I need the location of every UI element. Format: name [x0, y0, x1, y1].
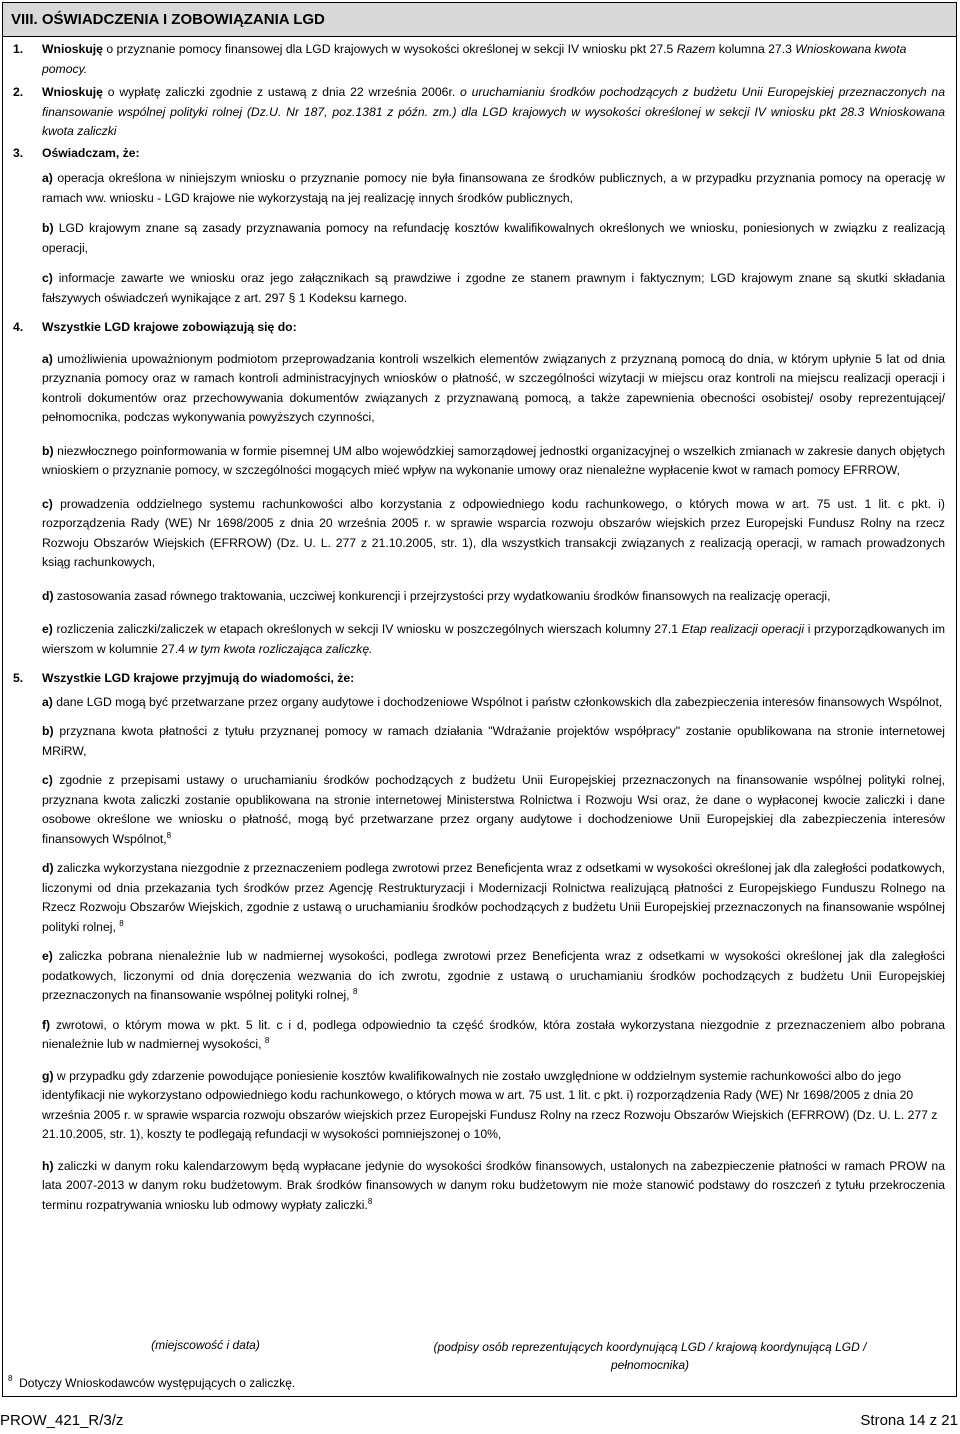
footnote [8, 1376, 295, 1390]
obligation-point-a: a) umożliwienia upoważnionym podmiotom przeprowadzania kontroli wszelkich elementów związanych z przyznaną pomocą do dnia, w którym upłynie 5 lat od dnia przyznania pomocy oraz w ramach kontroli administracyjnych wniosków o płatność, w szczególności wizytacji w miejscu oraz kontroli na miejscu realizacji operacji i kontroli dokumentów oraz przechowywania dokumentów związanych z przyznawaną pomocą, a także zapewnienia obecności osobistej/ osoby reprezentującej/ pełnomocnika, podczas wykonywania powyższych czynności, [42, 351, 945, 424]
section-header [3, 3, 956, 37]
footnote-number: 8 [8, 1374, 13, 1383]
obligation-point-e: e) rozliczenia zaliczki/zaliczek w etapach określonych w sekcji IV wniosku w poszczególnych wierszach kolumny 27.1 Etap realizacji operacji i przyporządkowanych im wierszom w kolumnie 27.4 w tym kwota rozliczająca zaliczkę. [42, 622, 945, 656]
footnote-ref: 8 [119, 918, 124, 928]
statement-point-c: c) informacje zawarte we wniosku oraz jego załącznikach są prawdziwe i zgodne ze stanem prawnym i faktycznym; LGD krajowym znane są skutki składania fałszywych oświadczeń wynikające z art. 297 § 1 Kodeksu karnego. [42, 271, 945, 305]
acknowledgement-point-d: d) zaliczka wykorzystana niezgodnie z przeznaczeniem podlega zwrotowi przez Beneficjenta wraz z odsetkami w wysokości określonej jak dla zaległości podatkowych, liczonymi od dnia przekazania tych środków przez Agencję Restrukturyzacji i Modernizacji Rolnictwa realizującą płatności z Europejskiego Funduszu Rolnego na Rzecz Rozwoju Obszarów Wiejskich, zgodnie z ustawą o uruchamianiu środków pochodzących z budżetu Unii Europejskiej przeznaczonych na finansowanie wspólnej polityki rolnej, $^8$ [42, 861, 945, 934]
statement-heading: Oświadczam, że: [42, 145, 140, 160]
statement-point-a: a) operacja określona w niniejszym wniosku o przyznanie pomocy nie była finansowana ze środków publicznych, a w przypadku przyznania pomocy na operację w ramach ww. wniosku - LGD krajowe nie wykorzystają na jej realizację innych środków publicznych, [42, 171, 945, 205]
item-number: 3. [13, 145, 24, 160]
statement-point-b: b) LGD krajowym znane są zasady przyznawania pomocy na refundację kosztów kwalifikowalnych określonych we wniosku, poniesionych w związku z realizacją operacji, [42, 221, 945, 255]
obligation-point-c: c) prowadzenia oddzielnego systemu rachunkowości albo korzystania z odpowiedniego kodu rachunkowego, o których mowa w art. 75 ust. 1 lit. c pkt. i) rozporządzenia Rady (WE) Nr 1698/2005 z dnia 20 września 2005 r. w sprawie wsparcia rozwoju obszarów wiejskich przez Europejski Fundusz Rolny na rzecz Rozwoju Obszarów Wiejskich (EFRROW) (Dz. U. L. 277 z 21.10.2005, str. 1), dla wszystkich transakcji związanych z realizacją operacji, w ramach prowadzonych ksiąg rachunkowych, [42, 496, 945, 569]
statement-1 [11, 40, 945, 79]
obligation-point-d: d) zastosowania zasad równego traktowania, uczciwej konkurencji i przejrzystości przy wydatkowaniu środków finansowych na realizację operacji, [42, 588, 831, 603]
statement-2 [11, 83, 945, 142]
acknowledgement-point-f: f) zwrotowi, o którym mowa w pkt. 5 lit. c i d, podlega odpowiednio ta część środków, która została wykorzystana niezgodnie z przeznaczeniem albo pobrana nienależnie lub w nadmiernej wysokości, $^8$ [42, 1017, 945, 1051]
statement-heading: Wszystkie LGD krajowe przyjmują do wiadomości, że: [42, 671, 355, 685]
statement-text: Wnioskuję o przyznanie pomocy finansowej dla LGD krajowych w wysokości określonej w sekcji IV wniosku pkt 27.5 Razem kolumna 27.3 Wnioskowana kwota pomocy. [42, 42, 907, 76]
footnote-ref: 8 [367, 1196, 373, 1206]
item-number: 4. [13, 320, 24, 334]
document-code: PROW_421_R/3/z [0, 1412, 124, 1429]
acknowledgement-point-h: h) zaliczki w danym roku kalendarzowym będą wypłacane jedynie do wysokości środków finansowych, ustalonych na zabezpieczenie płatności w ramach PROW na lata 2007-2013 w danym roku budżetowym. Brak środków finansowych w danym roku budżetowym nie może stanowić podstawy do roszczeń z tytułu przekroczenia terminu rozpatrywania wniosku lub odmowy wypłaty zaliczki.$^8$ [42, 1158, 945, 1212]
section-title: VIII. OŚWIADCZENIA I ZOBOWIĄZANIA LGD [11, 11, 325, 28]
statement-text: Wnioskuję o wypłatę zaliczki zgodnie z ustawą z dnia 22 września 2006r. o uruchamianiu środków pochodzących z budżetu Unii Europejskiej przeznaczonych na finansowanie wspólnej polityki rolnej (Dz.U. Nr 187, poz.1381 z późn. zm.) dla LGD krajowych w wysokości określonej w sekcji IV wniosku pkt 28.3 Wnioskowana kwota zaliczki [42, 85, 945, 138]
acknowledgement-point-a: a) dane LGD mogą być przetwarzane przez organy audytowe i dochodzeniowe Wspólnot i państw członkowskich dla zabezpieczenia interesów finansowych Wspólnot, [42, 694, 943, 709]
statements-section [2, 2, 957, 1397]
footnote-ref: 8 [264, 1036, 270, 1045]
signatures-caption: (podpisy osób reprezentujących koordynującą LGD / krajową koordynującą LGD / pełnomocnika) [433, 1340, 867, 1372]
item-number: 1. [13, 42, 24, 56]
footnote-ref: 8 [166, 830, 172, 840]
place-date-caption: (miejscowość i data) [151, 1338, 260, 1352]
acknowledgement-point-e: e) zaliczka pobrana nienależnie lub w nadmiernej wysokości, podlega zwrotowi przez Beneficjenta wraz z odsetkami w wysokości określonej jak dla zaległości podatkowych, liczonymi od dnia doręczenia wezwania do ich zwrotu, zgodnie z ustawą o uruchamianiu środków pochodzących z budżetu Unii Europejskiej przeznaczonych na finansowanie wspólnej polityki rolnej, $^8$ [42, 949, 945, 1002]
item-number: 5. [13, 671, 24, 685]
statement-4 [11, 318, 945, 659]
statement-3 [11, 144, 945, 309]
statements-content [11, 40, 945, 1215]
item-number: 2. [13, 85, 24, 99]
acknowledgement-point-c: c) zgodnie z przepisami ustawy o uruchamianiu środków pochodzących z budżetu Unii Europejskiej przeznaczonych na finansowanie wspólnej polityki rolnej, przyznana kwota zaliczki zostanie opublikowana na stronie internetowej Ministerstwa Rolnictwa i Rozwoju Wsi oraz, że dane o wypłaconej kwocie zaliczki i dane osobowe określone we wniosku o płatność, mogą być przetwarzane przez organy audytowe i dochodzeniowe Unii Europejskiej dla zabezpieczenia interesów finansowych Wspólnot,$^8$ [42, 773, 945, 846]
footnote-ref: 8 [352, 987, 358, 996]
acknowledgement-point-b: b) przyznana kwota płatności z tytułu przyznanej pomocy w ramach działania "Wdrażanie projektów współpracy" zostanie opublikowana na stronie internetowej MRiRW, [42, 724, 945, 758]
statement-heading: Wszystkie LGD krajowe zobowiązują się do: [42, 320, 297, 334]
acknowledgement-point-g: g) w przypadku gdy zdarzenie powodujące poniesienie kosztów kwalifikowalnych nie zostało uwzględnione w oddzielnym systemie rachunkowości albo do jego identyfikacji nie wykorzystano odpowiedniego kodu rachunkowego, o których mowa w art. 75 ust. 1 lit. c pkt. i) rozporządzenia Rady (WE) Nr 1698/2005 z dnia 20 września 2005 r. w sprawie wsparcia rozwoju obszarów wiejskich przez Europejski Fundusz Rolny na rzecz Rozwoju Obszarów Wiejskich (EFRROW) (Dz. U. L. 277 z 21.10.2005, str. 1), koszty te podlegają refundacji w wysokości pomniejszonej o 10%, [42, 1068, 938, 1141]
footnote-text: Dotyczy Wnioskodawców występujących o zaliczkę. [19, 1376, 296, 1390]
obligation-point-b: b) niezwłocznego poinformowania w formie pisemnej UM albo wojewódzkiej samorządowej jednostki organizacyjnej o wszelkich zmianach w zakresie danych objętych wnioskiem o przyznanie pomocy, w szczególności mogących mieć wpływ na wykonanie umowy oraz nienależne wypłacenie kwot w ramach pomocy EFRROW, [42, 443, 945, 477]
statement-5 [11, 669, 945, 1215]
page-number: Strona 14 z 21 [860, 1412, 958, 1429]
